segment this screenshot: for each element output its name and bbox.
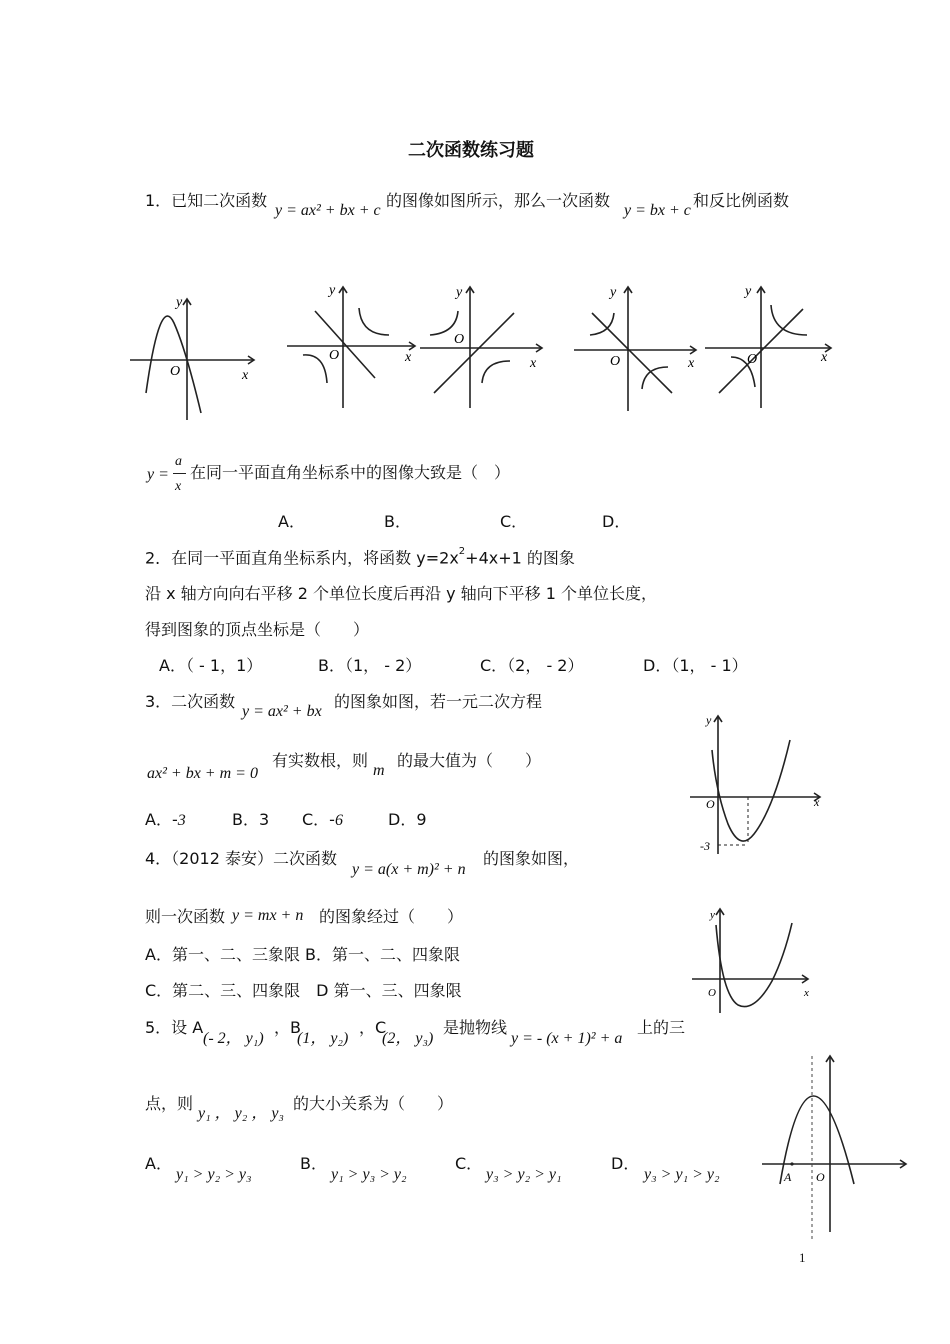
q5-eq: y = - (x + 1)² + a <box>511 1030 623 1047</box>
q5-graph <box>760 1052 910 1242</box>
q1-eq3-num: a <box>175 454 182 469</box>
q1-axis-x: x <box>242 368 249 383</box>
svg-text:x: x <box>405 350 412 365</box>
svg-text:y: y <box>329 283 336 298</box>
svg-text:O: O <box>747 352 758 367</box>
q5-option-a-expr[interactable]: y₁ > y₂ > y₃ <box>176 1166 252 1183</box>
q3-prefix: 3．二次函数 <box>145 692 236 711</box>
q4-line2-pre: 则一次函数 <box>145 907 226 926</box>
svg-text:x: x <box>804 987 809 999</box>
svg-text:y: y <box>456 285 463 300</box>
q3-line2-end: 的最大值为（ ） <box>397 751 542 770</box>
q5-suffix: 上的三 <box>637 1018 686 1037</box>
q2-line2: 沿 x 轴方向向右平移 2 个单位长度后再沿 y 轴向下平移 1 个单位长度， <box>145 584 657 603</box>
q4-line2-end: 的图象经过（ ） <box>319 907 464 926</box>
q1-prefix: 1．已知二次函数 <box>145 191 268 210</box>
q1-origin: O <box>170 364 181 379</box>
page-number: 1 <box>799 1250 806 1265</box>
q5-option-d-label[interactable]: D． <box>611 1154 640 1173</box>
q1-suffix: 和反比例函数 <box>693 191 790 210</box>
svg-text:O: O <box>454 332 465 347</box>
q2-option-b[interactable]: B．（1， - 2） <box>318 656 422 675</box>
q3-var-m: m <box>373 762 385 779</box>
q5-sep-b: ，B <box>274 1018 301 1037</box>
svg-text:A: A <box>784 1170 792 1184</box>
q1-option-d[interactable]: D． <box>602 512 631 531</box>
svg-text:O: O <box>816 1170 825 1184</box>
svg-text:x: x <box>814 795 820 809</box>
q1-parabola-graph <box>128 295 258 423</box>
q5-prefix: 5．设 A <box>145 1018 204 1037</box>
svg-text:-3: -3 <box>700 839 710 853</box>
svg-text:y: y <box>710 909 715 921</box>
svg-text:x: x <box>530 356 537 371</box>
svg-text:x: x <box>821 350 828 365</box>
q1-fraction-bar <box>173 473 186 474</box>
q5-option-b-label[interactable]: B． <box>300 1154 327 1173</box>
q4-eq1: y = a(x + m)² + n <box>352 861 466 878</box>
q4-option-cd[interactable]: C．第二、三、四象限 D 第一、三、四象限 <box>145 981 462 1000</box>
page-title: 二次函数练习题 <box>408 140 534 161</box>
q1-eq3-lhs: y = <box>147 466 169 483</box>
q1-option-a-graph <box>285 283 420 411</box>
q4-prefix: 4．（2012 泰安）二次函数 <box>145 849 337 868</box>
q5-option-d-expr[interactable]: y₃ > y₁ > y₂ <box>644 1166 720 1183</box>
q5-point-a: (- 2， y₁) <box>203 1030 264 1047</box>
svg-text:x: x <box>688 356 695 371</box>
q5-option-c-label[interactable]: C． <box>455 1154 483 1173</box>
q5-point-c: (2， y₃) <box>382 1030 434 1047</box>
q3-eq1: y = ax² + bx <box>242 703 322 720</box>
q1-eq1: y = ax² + bx + c <box>275 202 381 219</box>
q5-point-b: (1， y₂) <box>297 1030 349 1047</box>
q3-option-c[interactable]: C．-6 <box>302 810 343 829</box>
svg-text:O: O <box>706 797 715 811</box>
q5-option-a-label[interactable]: A． <box>145 1154 172 1173</box>
q1-option-b-graph <box>418 283 548 411</box>
svg-text:y: y <box>706 713 712 727</box>
q3-option-d[interactable]: D．9 <box>388 810 427 829</box>
svg-text:O: O <box>329 348 340 363</box>
q5-line2-pre: 点，则 <box>145 1094 194 1113</box>
q1-eq2: y = bx + c <box>624 202 691 219</box>
q5-sep-c: ，C <box>359 1018 387 1037</box>
q3-option-a[interactable]: A．-3 <box>145 810 186 829</box>
q3-option-b[interactable]: B．3 <box>232 810 270 829</box>
q1-option-b[interactable]: B． <box>384 512 411 531</box>
q1-option-d-graph <box>703 283 838 411</box>
q1-mid: 的图像如图所示，那么一次函数 <box>386 191 611 210</box>
q5-vars: y₁ ， y₂ ， y₃ <box>198 1105 284 1122</box>
q1-axis-y: y <box>176 295 183 310</box>
q5-mid: 是抛物线 <box>443 1018 508 1037</box>
q2-line1: 2．在同一平面直角坐标系内，将函数 $y=2x^2+4x+1$ 的图象 <box>145 546 575 568</box>
q1-option-c[interactable]: C． <box>500 512 528 531</box>
q2-option-c[interactable]: C．（2， - 2） <box>480 656 584 675</box>
q3-line2-mid: 有实数根，则 <box>272 751 369 770</box>
svg-text:O: O <box>610 354 621 369</box>
q1-line2: 在同一平面直角坐标系中的图像大致是（ ） <box>190 463 511 482</box>
q2-option-d[interactable]: D．（1， - 1） <box>643 656 748 675</box>
svg-text:O: O <box>708 987 716 999</box>
q3-suffix: 的图象如图，若一元二次方程 <box>334 692 543 711</box>
svg-text:y: y <box>610 285 617 300</box>
q1-option-a[interactable]: A． <box>278 512 305 531</box>
q4-suffix: 的图象如图， <box>483 849 580 868</box>
q3-graph <box>688 712 828 858</box>
q5-line2-end: 的大小关系为（ ） <box>293 1094 454 1113</box>
q1-option-c-graph <box>572 283 702 411</box>
q3-eq2: ax² + bx + m = 0 <box>147 765 258 782</box>
q5-option-b-expr[interactable]: y₁ > y₃ > y₂ <box>331 1166 407 1183</box>
svg-text:y: y <box>745 284 752 299</box>
q2-option-a[interactable]: A．（ - 1，1） <box>159 656 263 675</box>
q4-option-ab[interactable]: A．第一、二、三象限 B．第一、二、四象限 <box>145 945 461 964</box>
q1-eq3-den: x <box>175 479 182 494</box>
q2-line3: 得到图象的顶点坐标是（ ） <box>145 620 370 639</box>
q4-graph <box>690 905 820 1017</box>
q4-eq2: y = mx + n <box>232 907 304 924</box>
q5-option-c-expr[interactable]: y₃ > y₂ > y₁ <box>486 1166 562 1183</box>
